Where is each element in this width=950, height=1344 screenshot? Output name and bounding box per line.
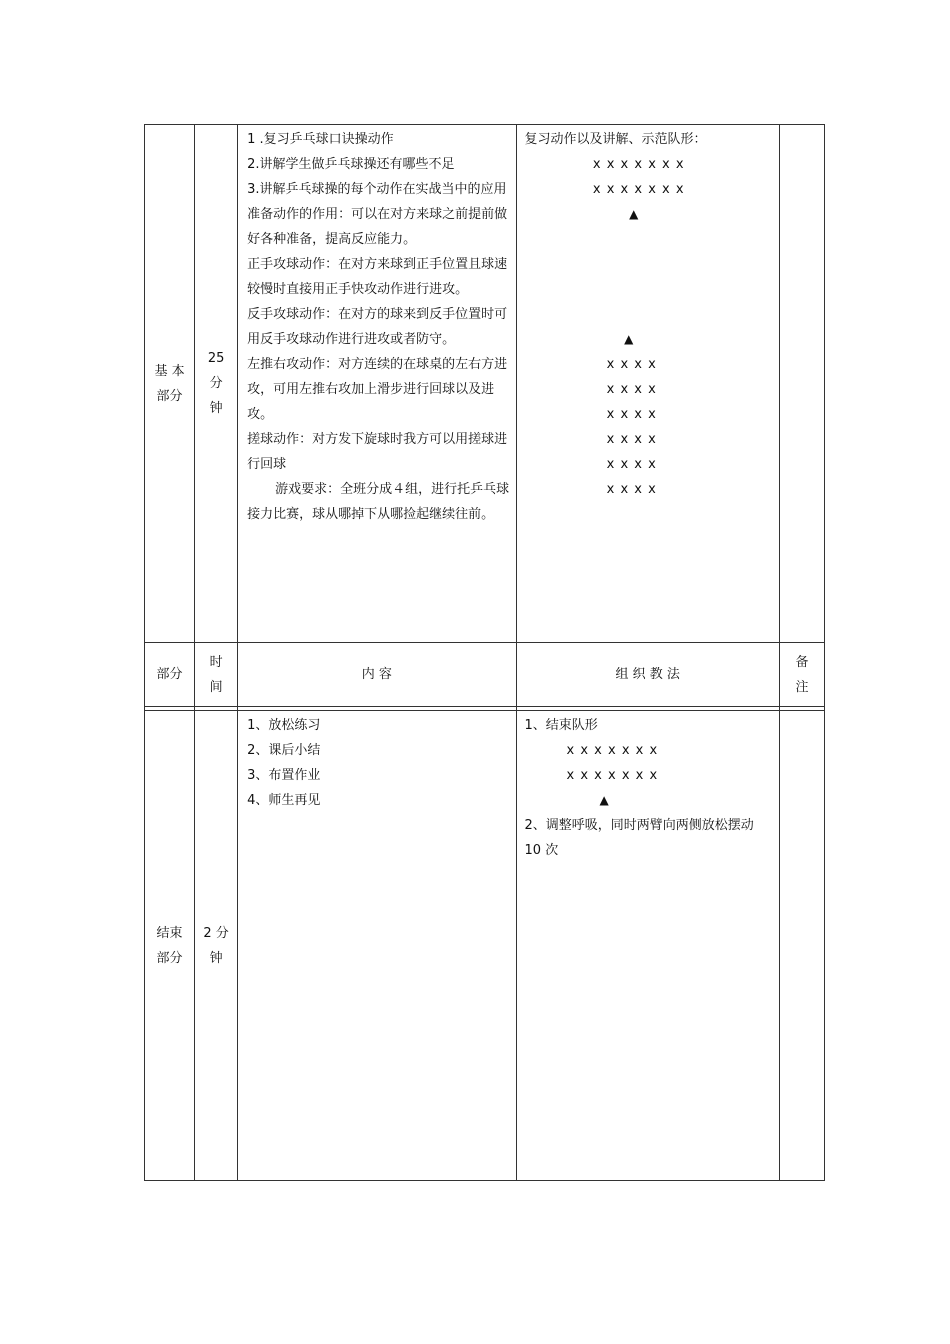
- basic-content-line: 游戏要求：全班分成４组，进行托乒乓球接力比赛，球从哪掉下从哪捡起继续往前。: [247, 482, 510, 522]
- basic-content-line: 准备动作的作用：可以在对方来球之前提前做好各种准备，提高反应能力。: [247, 207, 508, 247]
- basic-section-label-2: 部分: [156, 388, 183, 404]
- header-method-label: 组 织 教 法: [615, 667, 680, 682]
- basic-section-label-1: 基 本: [154, 363, 185, 379]
- ending-content-line: 2、课后小结: [247, 743, 321, 758]
- formation-row: x x x x x x x: [592, 157, 685, 172]
- ending-content-cell: [238, 711, 516, 1181]
- basic-content-line: 正手攻球动作：在对方来球到正手位置且球速较慢时直接用正手快攻动作进行进攻。: [247, 257, 508, 297]
- basic-content-line: 1 .复习乒乓球口诀操动作: [247, 132, 394, 147]
- basic-time-2: 分: [209, 376, 223, 391]
- ending-method-cell: [516, 711, 779, 1181]
- header-section-label: 部分: [156, 667, 183, 682]
- formation-row: x x x x: [606, 432, 657, 447]
- formation-row: x x x x: [606, 357, 657, 372]
- header-remarks-2: 注: [795, 679, 809, 695]
- ending-part-row: [145, 711, 825, 1181]
- ending-time-cell: [195, 711, 238, 1181]
- header-time-1: 时: [209, 654, 223, 670]
- basic-part-row: [145, 125, 825, 643]
- ending-remarks-cell: [779, 711, 824, 1181]
- header-content-label: 内 容: [361, 667, 392, 682]
- basic-content-line: 3.讲解乒乓球操的每个动作在实战当中的应用: [247, 182, 507, 197]
- basic-method-title: 复习动作以及讲解、示范队形：: [524, 132, 707, 147]
- ending-time-2: 钟: [209, 950, 223, 966]
- formation-row: x x x x: [606, 482, 657, 497]
- teacher-triangle-icon: ▲: [624, 332, 634, 346]
- header-row: [145, 643, 825, 707]
- header-time-2: 间: [209, 679, 223, 695]
- lesson-plan-table: [144, 124, 825, 1181]
- ending-section-label-2: 部分: [156, 950, 183, 966]
- ending-content-line: 3、布置作业: [247, 768, 321, 783]
- header-remarks-1: 备: [795, 654, 809, 670]
- teacher-triangle-icon: ▲: [599, 793, 609, 807]
- formation-row: x x x x: [606, 457, 657, 472]
- basic-content-line: 反手攻球动作：在对方的球来到反手位置时可用反手攻球动作进行进攻或者防守。: [247, 307, 508, 347]
- formation-row: x x x x: [606, 407, 657, 422]
- header-time: [195, 643, 238, 707]
- basic-remarks-cell: [779, 125, 824, 643]
- teacher-triangle-icon: ▲: [629, 207, 639, 221]
- formation-row: x x x x x x x: [566, 743, 659, 758]
- ending-content-line: 4、师生再见: [247, 793, 321, 808]
- ending-content-line: 1、放松练习: [247, 718, 321, 733]
- basic-time-3: 钟: [209, 401, 223, 416]
- header-method: [516, 643, 779, 707]
- header-content: [238, 643, 516, 707]
- basic-time-1: 25: [207, 351, 225, 366]
- ending-method-2: 2、调整呼吸，同时两臂向两侧放松摆动 10 次: [524, 818, 754, 858]
- header-section: [145, 643, 195, 707]
- ending-section-cell: [145, 711, 195, 1181]
- spacer: [525, 227, 773, 327]
- basic-content-line: 搓球动作：对方发下旋球时我方可以用搓球进行回球: [247, 432, 508, 472]
- basic-time-cell: [195, 125, 238, 643]
- basic-section-cell: [145, 125, 195, 643]
- formation-row: x x x x x x x: [592, 182, 685, 197]
- basic-method-cell: [516, 125, 779, 643]
- ending-section-label-1: 结束: [156, 925, 183, 941]
- ending-time-1: 2 分: [203, 925, 229, 941]
- formation-row: x x x x x x x: [566, 768, 659, 783]
- ending-method-1: 1、结束队形: [524, 718, 598, 733]
- basic-content-line: 2.讲解学生做乒乓球操还有哪些不足: [247, 157, 455, 172]
- basic-content-line: 左推右攻动作：对方连续的在球桌的左右方进攻，可用左推右攻加上滑步进行回球以及进攻。: [247, 357, 508, 422]
- basic-content-cell: [238, 125, 516, 643]
- formation-row: x x x x: [606, 382, 657, 397]
- header-remarks: [779, 643, 824, 707]
